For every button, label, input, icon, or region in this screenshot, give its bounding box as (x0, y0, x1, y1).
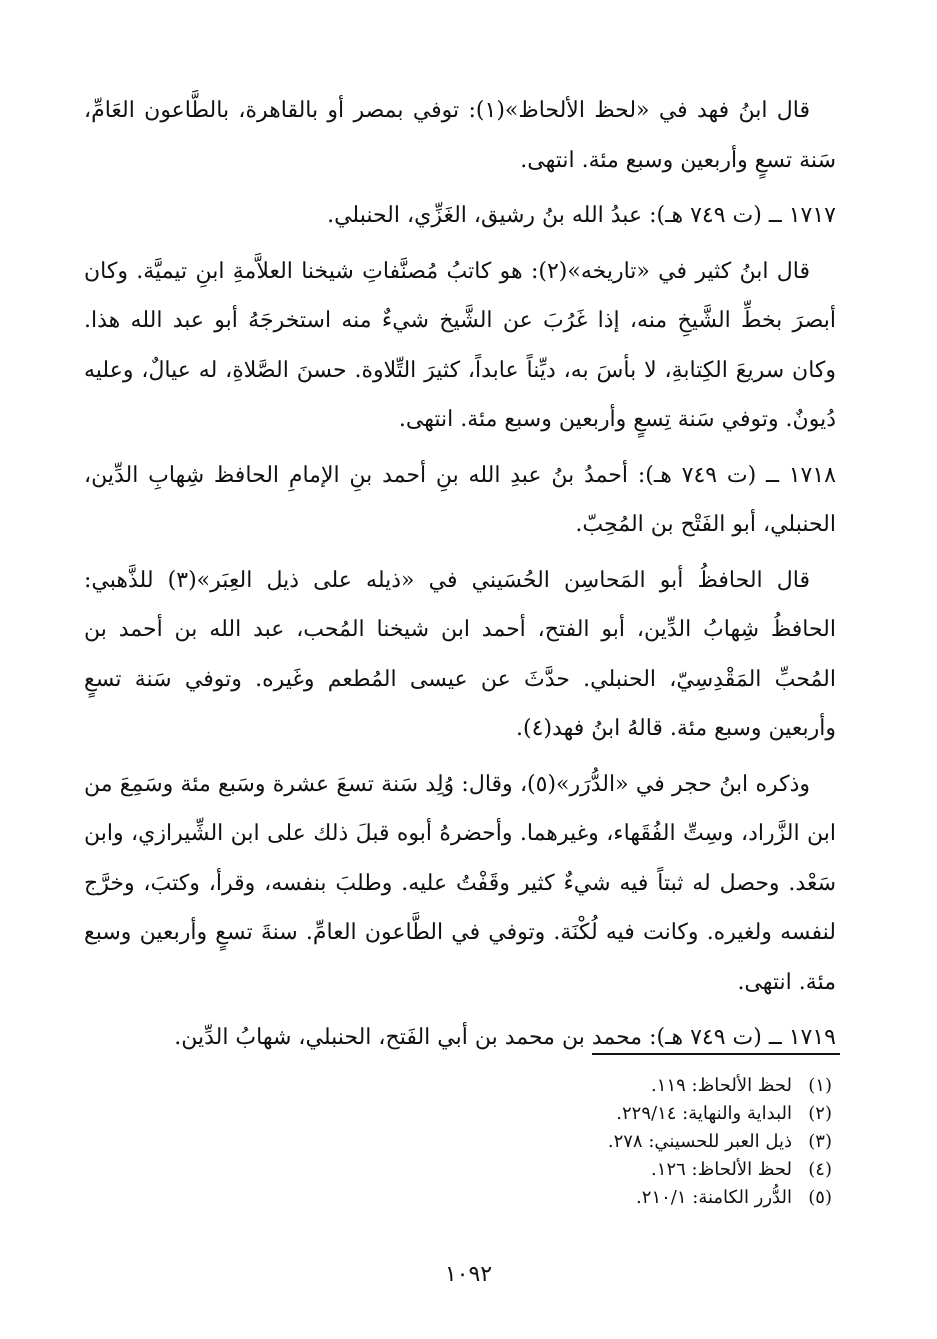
footnote-item (84, 1100, 836, 1128)
footnote-number: (٢) (808, 1103, 832, 1124)
footnote-text: لحظ الألحاظ: ١٢٦. (651, 1159, 792, 1180)
paragraph-ibn-kathir-quote: قال ابنُ كثير في «تاريخه»(٢): هو كاتبُ مُصنَّفاتِ شيخنا العلاَّمةِ ابنِ تيميَّة. وكان أبصرَ بخطِّ الشَّيخِ منه، إذا غَرُبَ عن الشَّيخ شيءٌ منه استخرجَهُ أبو عبد الله هذا. وكان سريعَ الكِتابةِ، لا بأسَ به، ديِّناً عابداً، كثيرَ التِّلاوة. حسنَ الصَّلاةِ، له عيالٌ، وعليه دُيونٌ. وتوفي سَنة تِسعٍ وأربعين وسبع مئة. انتهى. (84, 258, 836, 432)
footnote-text: ذيل العبر للحسيني: ٢٧٨. (607, 1131, 792, 1152)
paragraph-ibn-hajar-quote: وذكره ابنُ حجر في «الدُّرَر»(٥)، وقال: وُلِد سَنة تسعَ عشرة وسَبع مئة وسَمِعَ من ابن الزَّراد، وسِتِّ الفُقَهاء، وغيرهما. وأحضرهُ أبوه قبلَ ذلك على ابن الشِّيرازي، وابن سَعْد. وحصل له ثبتاً فيه شيءٌ كثير وقَفْتُ عليه. وطلبَ بنفسه، وقرأ، وكتبَ، وخرَّج لنفسه ولغيره. وكانت فيه لُكْنَة. وتوفي في الطَّاعون العامِّ. سنةَ تسعٍ وأربعين وسبع مئة. انتهى. (84, 771, 836, 995)
paragraph-husayni-quote: قال الحافظُ أبو المَحاسِن الحُسَيني في «ذيله على ذيل العِبَر»(٣) للذَّهبي: الحافظُ شِهابُ الدِّين، أبو الفتح، أحمد ابن شيخنا المُحب، عبد الله بن أحمد بن المُحبِّ المَقْدِسِيّ، الحنبلي. حدَّثَ عن عيسى المُطعم وغَيره. وتوفي سَنة تسعٍ وأربعين وسبع مئة. قالهُ ابنُ فهد(٤). (84, 567, 836, 741)
footnote-number: (٥) (808, 1187, 832, 1208)
footnote-number: (٤) (808, 1159, 832, 1180)
footnote-item (84, 1184, 836, 1212)
footnote-number: (٣) (808, 1131, 832, 1152)
entry-1717-heading: ١٧١٧ ــ (ت ٧٤٩ هـ): عبدُ الله بنُ رشيق، الغَزِّي، الحنبلي. (327, 203, 836, 228)
main-text (84, 86, 836, 1069)
entry-1718-heading: ١٧١٨ ــ (ت ٧٤٩ هـ): أحمدُ بنُ عبدِ الله بنِ أحمد بنِ الإمامِ الحافظ شِهابِ الدِّين، الحنبلي، أبو الفَتْح بن المُحِبّ. (84, 462, 836, 537)
page-number: ١٠٩٢ (444, 1262, 493, 1287)
footnote-divider (592, 1053, 840, 1055)
paragraph-ibn-fahd-quote: قال ابنُ فهد في «لحظ الألحاظ»(١): توفي بمصر أو بالقاهرة، بالطَّاعون العَامِّ، سَنة تسعٍ وأربعين وسبع مئة. انتهى. (84, 98, 836, 173)
footnote-text: البداية والنهاية: ٢٢٩/١٤. (616, 1103, 792, 1124)
footnote-text: الدُّرر الكامنة: ٢١٠/١. (636, 1187, 792, 1208)
footnote-item (84, 1128, 836, 1156)
footnote-item (84, 1072, 836, 1100)
footnote-number: (١) (808, 1075, 832, 1096)
footnote-item (84, 1156, 836, 1184)
footnote-text: لحظ الألحاظ: ١١٩. (651, 1075, 792, 1096)
entry-1719-heading: ١٧١٩ ــ (ت ٧٤٩ هـ): محمد بن محمد بن أبي الفَتح، الحنبلي، شهابُ الدِّين. (174, 1025, 836, 1050)
footnotes (84, 1072, 836, 1212)
